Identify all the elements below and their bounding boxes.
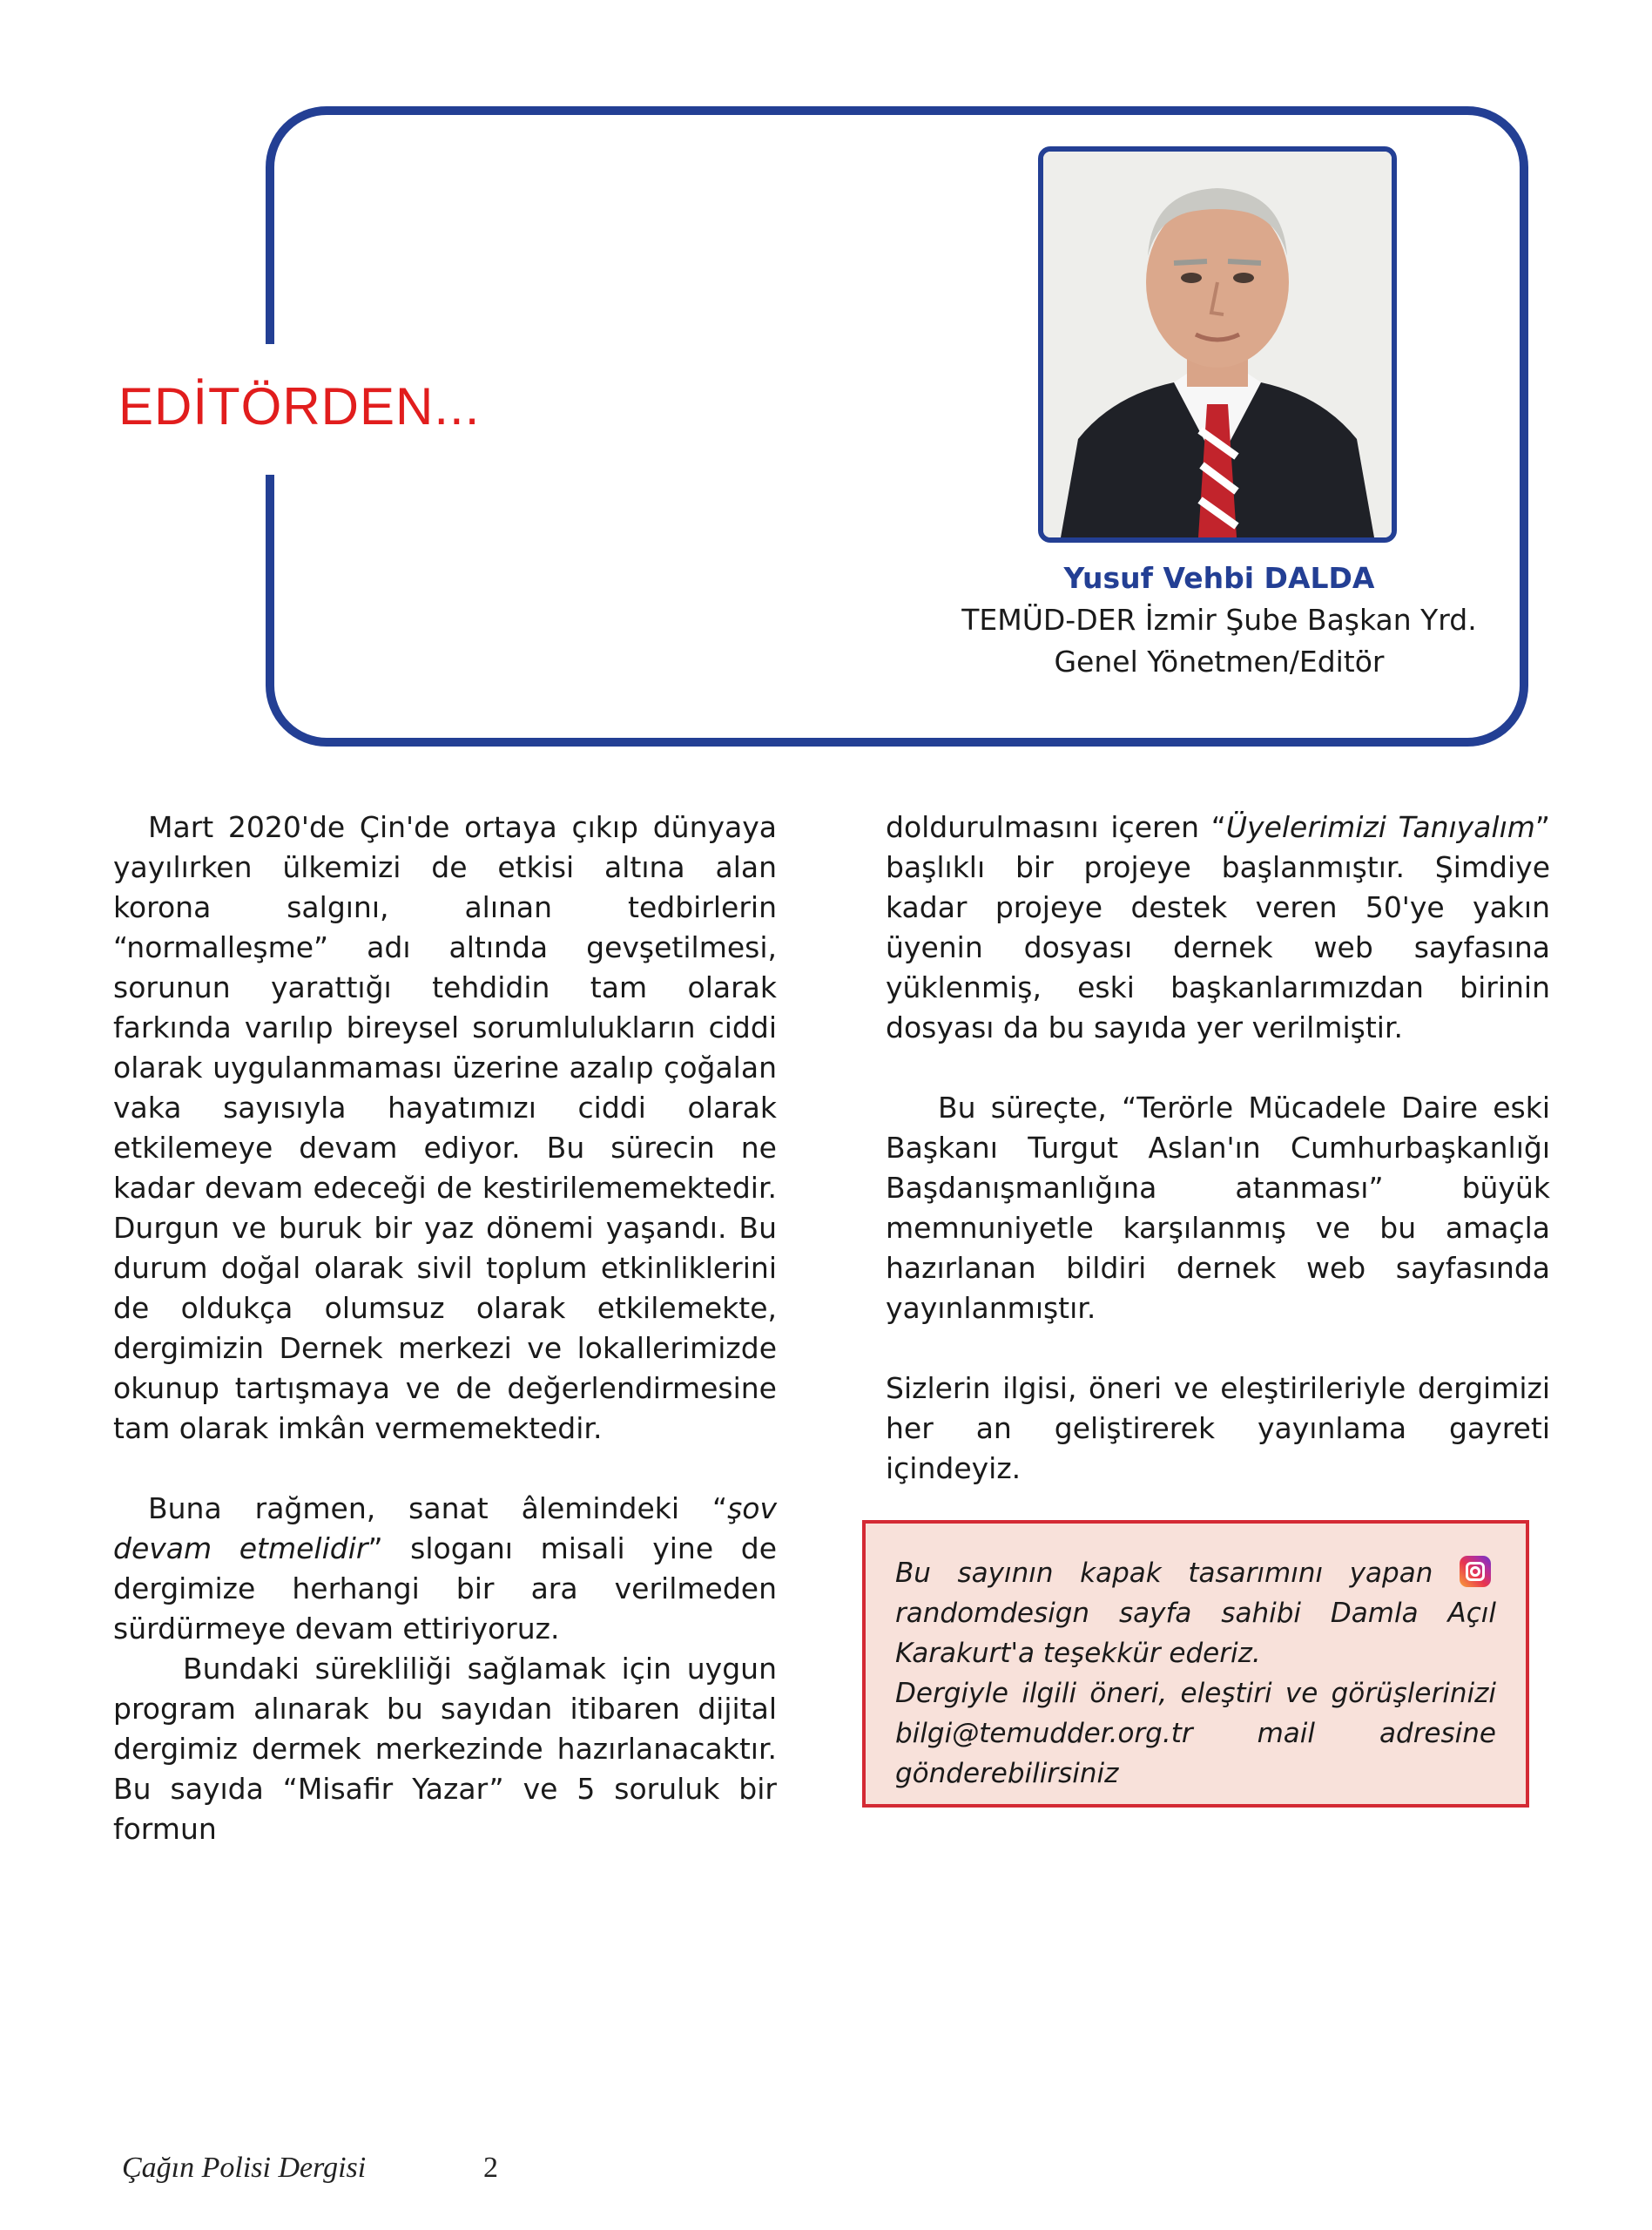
author-name: Yusuf Vehbi DALDA: [1063, 561, 1375, 595]
author-title: Genel Yönetmen/Editör: [1054, 645, 1385, 679]
paragraph: Mart 2020'de Çin'de ortaya çıkıp dünyaya yayılırken ülkemizi de etkisi altına alan korona salgını, alınan tedbirlerin “normalleşme” adı altında gevşetilmesi, sorunun yarattığı tehdidin tam olarak farkında varılıp bireysel sorumlulukların ciddi olarak uygulanmaması üzerine azalıp çoğalan vaka sayısıyla hayatımızı ciddi olarak etkilemeye devam ediyor. Bu sürecin ne kadar devam edeceği de kestirilememektedir. Durgun ve buruk bir yaz dönemi yaşandı. Bu durum doğal olarak sivil toplum etkinliklerini de oldukça olumsuz olarak etkilemekte, dergimizin Dernek merkezi ve lokallerimizde okunup tartışmaya ve de değerlendirmesine tam olarak imkân vermemektedir.: [113, 810, 777, 1445]
paragraph: Sizlerin ilgisi, öneri ve eleştirileriyle dergimizi her an geliştirerek yayınlama gayreti içindeyiz.: [886, 1371, 1550, 1485]
paragraph: Bundaki sürekliliği sağlamak için uygun program alınarak bu sayıdan itibaren dijital dergimiz dermek merkezinde hazırlanacaktır. Bu sayıda “Misafir Yazar” ve 5 soruluk bir formun: [113, 1652, 777, 1846]
magazine-name: Çağın Polisi Dergisi: [122, 2152, 367, 2184]
author-role: TEMÜD-DER İzmir Şube Başkan Yrd.: [961, 603, 1477, 637]
author-block: [941, 558, 1498, 683]
portrait-icon: [1043, 152, 1392, 537]
author-photo: [1038, 146, 1397, 543]
instagram-icon: [1460, 1556, 1491, 1587]
left-column: [113, 808, 777, 1849]
page-number: 2: [483, 2152, 498, 2184]
note-text: Dergiyle ilgili öneri, eleştiri ve görüşlerinizi bilgi@temudder.org.tr mail adresine gönderebilirsiniz: [895, 1678, 1496, 1789]
paragraph: Bu süreçte, “Terörle Mücadele Daire eski Başkanı Turgut Aslan'ın Cumhurbaşkanlığı Başdanışmanlığına atanması” büyük memnuniyetle karşılanmış ve bu amaçla hazırlanan bildiri dernek web sayfasında yayınlanmıştır.: [886, 1091, 1550, 1325]
paragraph: Buna rağmen, sanat âlemindeki “şov devam etmelidir” sloganı misali yine de dergimize herhangi bir ara verilmeden sürdürmeye devam ettiriyoruz.: [113, 1491, 777, 1645]
right-column: [886, 808, 1550, 1489]
section-title: EDİTÖRDEN...: [118, 377, 481, 436]
note-box: [862, 1520, 1529, 1808]
paragraph: doldurulmasını içeren “Üyelerimizi Tanıyalım” başlıklı bir projeye başlanmıştır. Şimdiye kadar projeye destek veren 50'ye yakın üyenin dosyası dernek web sayfasına yüklenmiş, eski başkanlarımızdan birinin dosyası da bu sayıda yer verilmiştir.: [886, 810, 1550, 1044]
note-text: Bu sayının kapak tasarımını yapan randomdesign sayfa sahibi Damla Açıl Karakurt'a teşekkür ederiz.: [895, 1558, 1496, 1669]
